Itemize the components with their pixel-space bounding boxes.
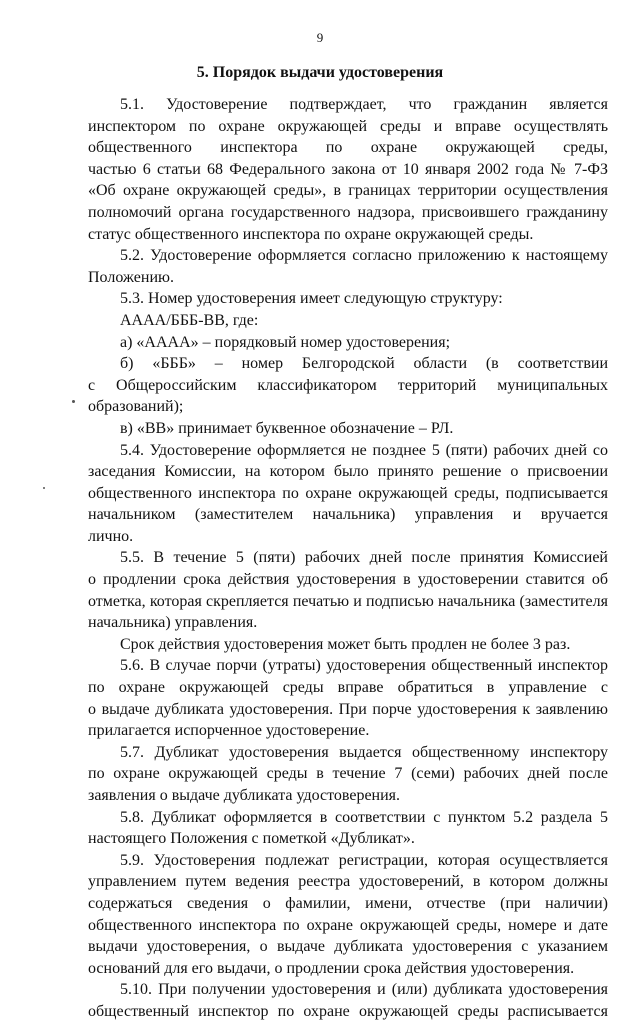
text-line: о продлении срока действия удостоверения в удостоверении ставится об bbox=[88, 571, 608, 589]
text-line: 5.3. Номер удостоверения имеет следующую структуру: bbox=[120, 290, 503, 308]
text-line: 5.9. Удостоверения подлежат регистрации, которая осуществляется bbox=[120, 851, 608, 869]
text-line: 5.2. Удостоверение оформляется согласно приложению к настоящему bbox=[120, 247, 608, 265]
text-line: Срок действия удостоверения может быть продлен не более 3 раз. bbox=[120, 635, 571, 653]
text-line: полномочий органа государственного надзора, присвоившего гражданину bbox=[88, 203, 608, 221]
text-line: 5.10. При получении удостоверения и (или) дубликата удостоверения bbox=[120, 981, 608, 999]
text-line: 5.7. Дубликат удостоверения выдается общественному инспектору bbox=[120, 743, 608, 761]
text-line: 5.6. В случае порчи (утраты) удостоверения общественный инспектор bbox=[120, 657, 608, 675]
scan-speck bbox=[43, 487, 45, 489]
text-line: 5.1. Удостоверение подтверждает, что гражданин является bbox=[120, 96, 608, 113]
text-line: общественного инспектора по охране окружающей среды, bbox=[88, 139, 608, 157]
text-line: 5.5. В течение 5 (пяти) рабочих дней после принятия Комиссией bbox=[120, 549, 608, 567]
page-number: 9 bbox=[316, 30, 324, 45]
text-line: а) «АААА» – порядковый номер удостоверения; bbox=[120, 333, 451, 351]
text-line: начальником (заместителем начальника) управления и вручается bbox=[88, 506, 608, 524]
scan-speck bbox=[72, 400, 75, 403]
text-line: Положению. bbox=[88, 268, 174, 286]
text-line: б) «БББ» – номер Белгородской области (в соответствии bbox=[120, 355, 608, 373]
text-line: статус общественного инспектора по охране окружающей среды. bbox=[88, 225, 534, 243]
section-title: 5. Порядок выдачи удостоверения bbox=[196, 64, 444, 81]
text-line: общественного инспектора по охране окружающей среды, подписывается bbox=[88, 484, 608, 502]
text-line: управлением путем ведения реестра удостоверений, в котором должны bbox=[88, 873, 608, 891]
text-line: 5.4. Удостоверение оформляется не позднее 5 (пяти) рабочих дней со bbox=[120, 441, 608, 459]
text-line: лично. bbox=[88, 527, 134, 545]
text-line: в) «ВВ» принимает буквенное обозначение – РЛ. bbox=[120, 419, 454, 437]
text-line: содержаться сведения о фамилии, имени, отчестве (при наличии) bbox=[88, 894, 608, 912]
text-line: инспектором по охране окружающей среды и вправе осуществлять bbox=[88, 117, 608, 135]
text-line: частью 6 статьи 68 Федерального закона от 10 января 2002 года № 7-ФЗ bbox=[88, 160, 608, 178]
text-line: АААА/БББ-ВВ, где: bbox=[120, 311, 259, 329]
text-line: заявления о выдаче дубликата удостоверения. bbox=[88, 787, 401, 804]
text-line: 5.8. Дубликат оформляется в соответствии с пунктом 5.2 раздела 5 bbox=[120, 808, 608, 826]
text-line: общественного инспектора по охране окружающей среды, номере и дате bbox=[88, 916, 608, 934]
text-line: прилагается испорченное удостоверение. bbox=[88, 722, 370, 740]
text-line: общественный инспектор по охране окружающей среды расписывается bbox=[88, 1002, 608, 1020]
text-line: начальника) управления. bbox=[88, 614, 258, 632]
text-line: о выдаче дубликата удостоверения. При порче удостоверения к заявлению bbox=[88, 700, 608, 718]
text-line: образований); bbox=[88, 398, 184, 416]
document-body bbox=[88, 94, 608, 1023]
text-line: «Об охране окружающей среды», в границах территории осуществления bbox=[88, 182, 608, 200]
text-line: настоящего Положения с пометкой «Дубликат». bbox=[88, 830, 415, 848]
text-line: выдачи удостоверения, о выдаче дубликата удостоверения с указанием bbox=[88, 938, 608, 956]
text-line: с Общероссийским классификатором территорий муниципальных bbox=[88, 376, 608, 394]
text-line: по охране окружающей среды в течение 7 (семи) рабочих дней после bbox=[88, 765, 608, 783]
text-line: отметка, которая скрепляется печатью и подписью начальника (заместителя bbox=[88, 592, 608, 610]
text-line: по охране окружающей среды вправе обратиться в управление с bbox=[88, 679, 608, 697]
text-line: оснований для его выдачи, о продлении срока действия удостоверения. bbox=[88, 959, 575, 977]
text-line: заседания Комиссии, на котором было принято решение о присвоении bbox=[88, 463, 608, 481]
